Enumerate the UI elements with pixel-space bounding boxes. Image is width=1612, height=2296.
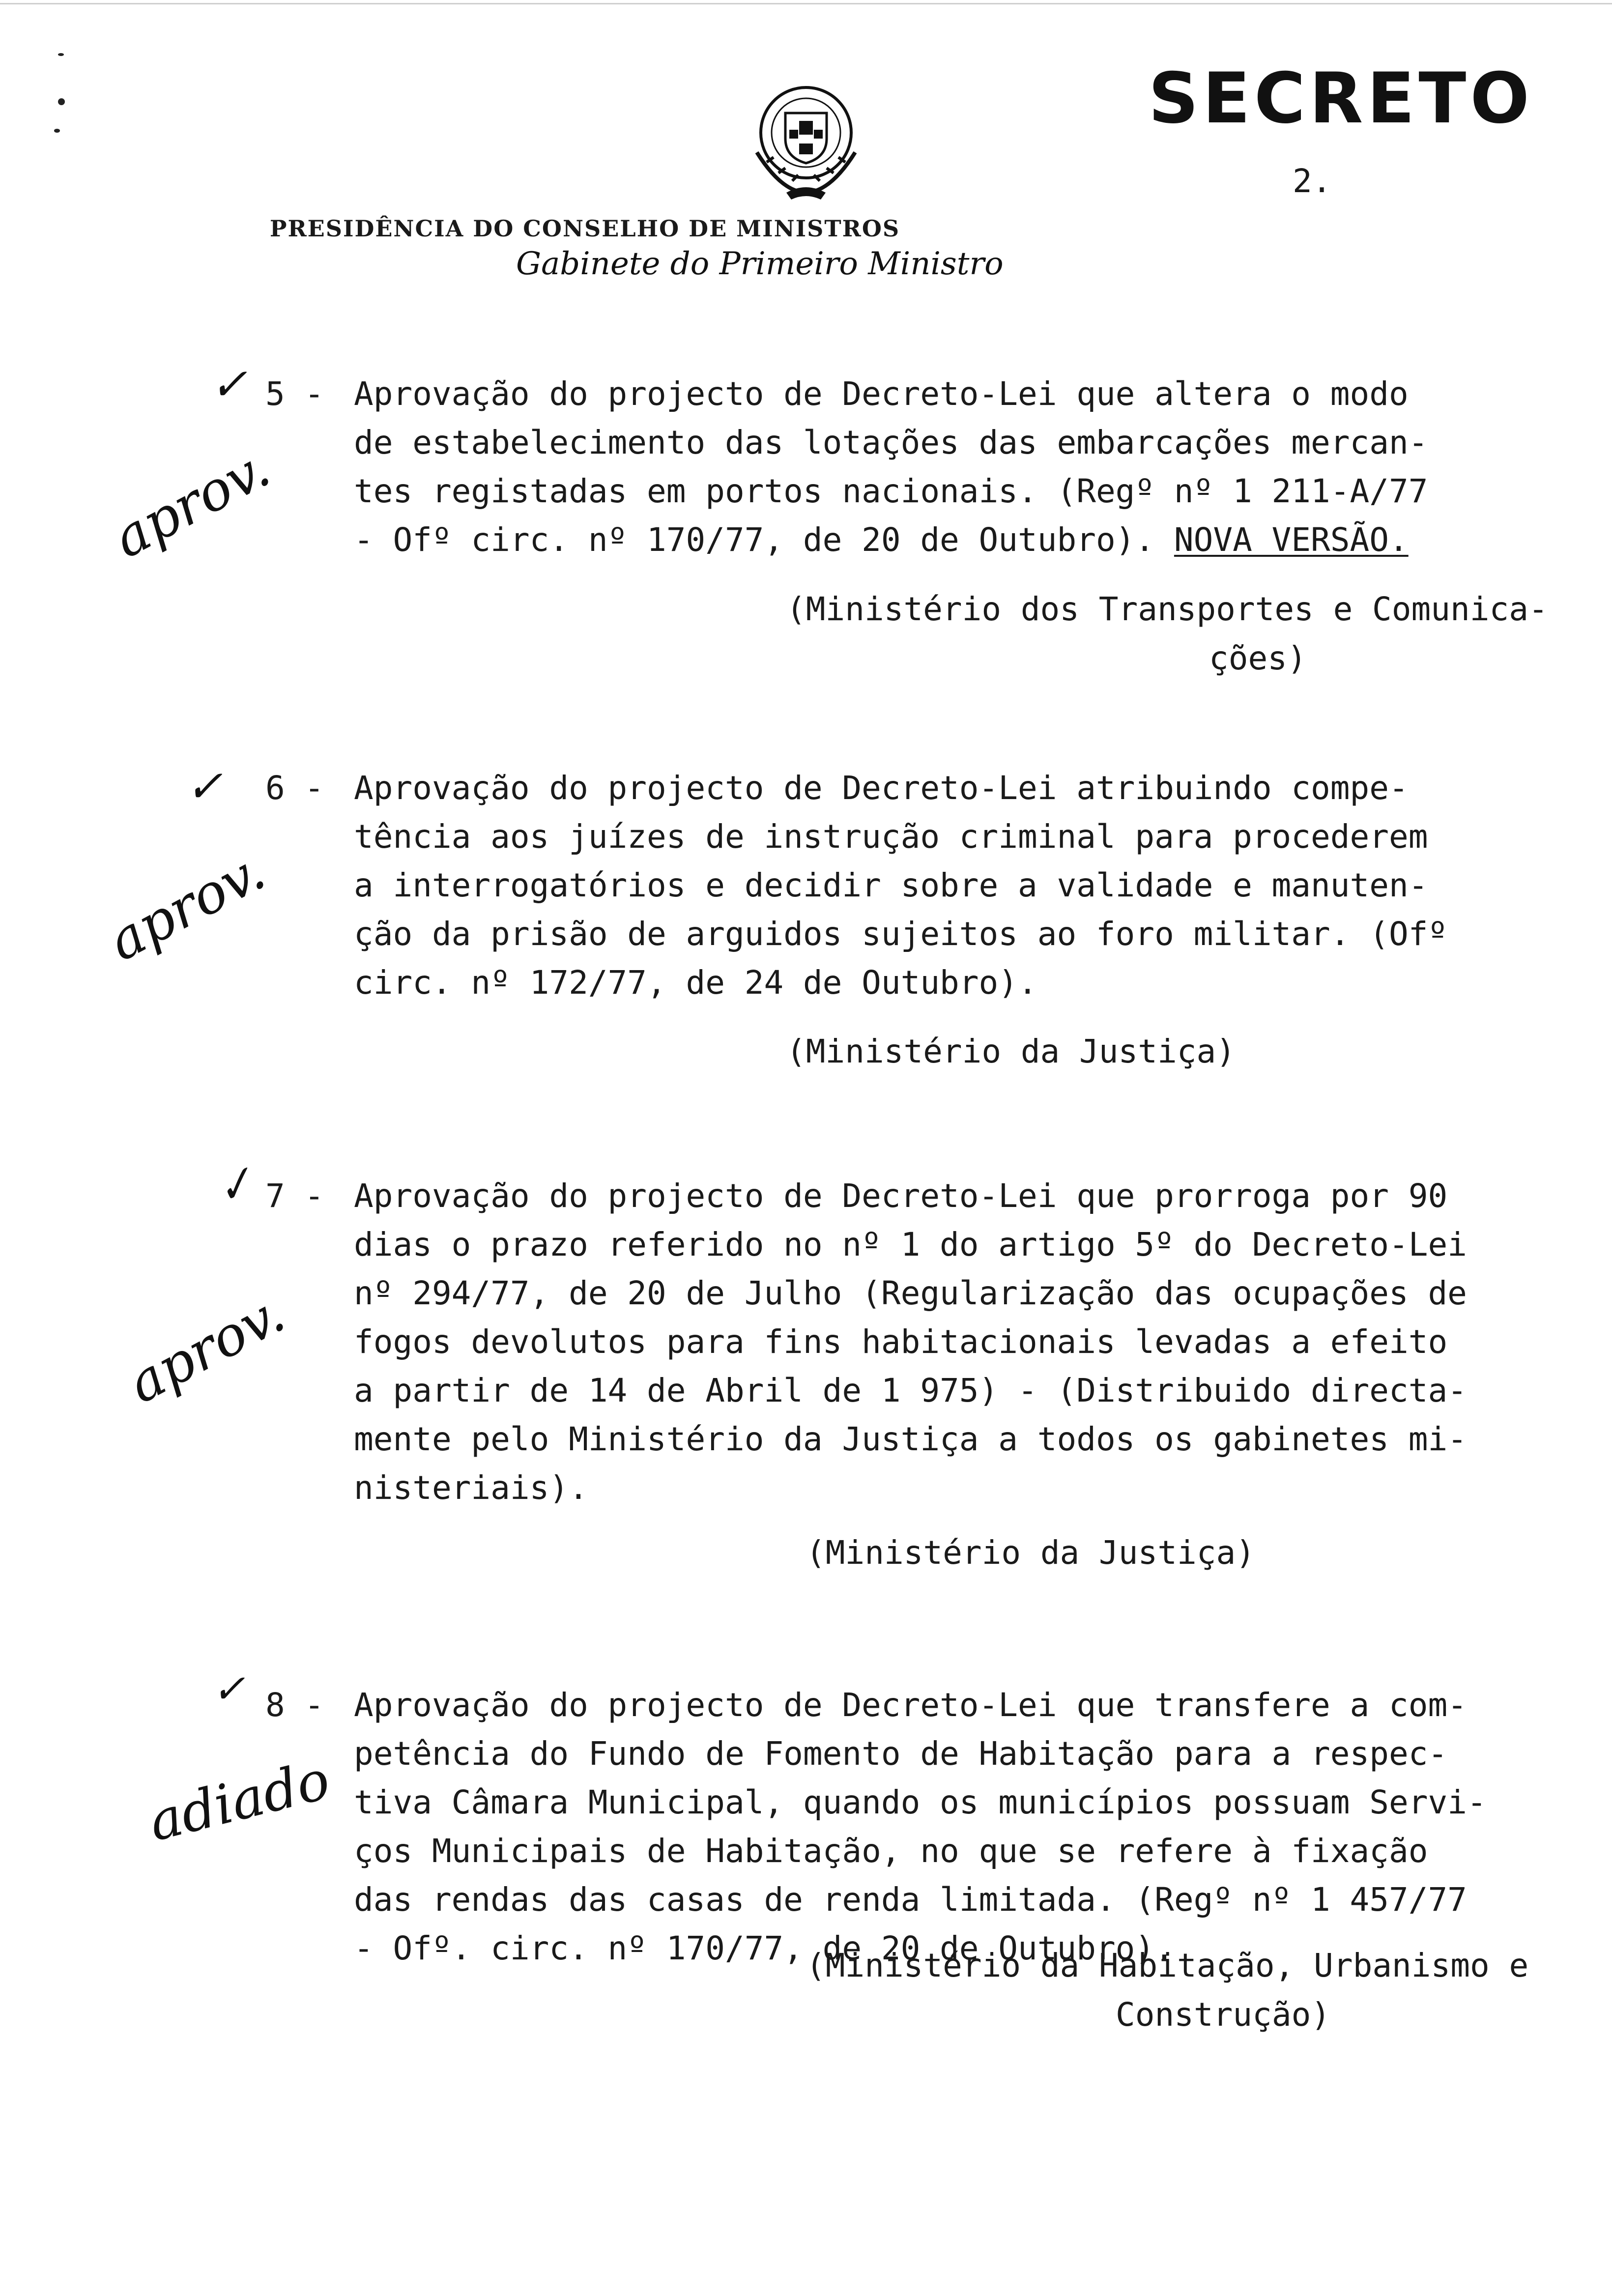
item-line: ços Municipais de Habitação, no que se refere à fixação (354, 1832, 1428, 1870)
scan-speck (58, 98, 65, 105)
item-line: tência aos juízes de instrução criminal para procederem (354, 818, 1428, 856)
handwritten-approval: aprov. (98, 839, 275, 974)
item-text (354, 1681, 1487, 1973)
checkmark-icon: ✓ (212, 1666, 246, 1712)
institution-heading: PRESIDÊNCIA DO CONSELHO DE MINISTROS (269, 215, 900, 242)
item-line: de estabelecimento das lotações das embarcações mercan- (354, 424, 1428, 461)
item-line: nº 294/77, de 20 de Julho (Regularização das ocupações de (354, 1274, 1467, 1312)
item-line: Aprovação do projecto de Decreto-Lei que prorroga por 90 (354, 1177, 1448, 1215)
checkmark-icon: ✓ (208, 1155, 261, 1216)
item-line: circ. nº 172/77, de 24 de Outubro). (354, 964, 1037, 1002)
ministry-line: ções) (1209, 639, 1307, 677)
scan-speck (58, 53, 64, 56)
item-line: petência do Fundo de Fomento de Habitação para a respec- (354, 1735, 1448, 1773)
item-line: tiva Câmara Municipal, quando os municípios possuam Servi- (354, 1783, 1487, 1821)
ministry-line: (Ministério dos Transportes e Comunica- (786, 590, 1548, 628)
item-number: 6 - (265, 769, 324, 807)
handwritten-approval: aprov. (103, 436, 280, 571)
item-line: - Ofº. circ. nº 170/77, de 20 de Outubro). (354, 1929, 1174, 1967)
ministry-line: (Ministério da Justiça) (786, 1033, 1236, 1070)
item-line: ção da prisão de arguidos sujeitos ao foro militar. (Ofº (354, 915, 1448, 953)
scan-edge-line (0, 3, 1612, 4)
cabinet-subheading: Gabinete do Primeiro Ministro (516, 246, 1004, 282)
ministry-line: (Ministério da Habitação, Urbanismo e (806, 1947, 1529, 1984)
item-line: a interrogatórios e decidir sobre a validade e manuten- (354, 866, 1428, 904)
item-line: mente pelo Ministério da Justiça a todos os gabinetes mi- (354, 1420, 1467, 1458)
item-text (354, 370, 1428, 564)
item-line: nisteriais). (354, 1469, 588, 1507)
item-line: fogos devolutos para fins habitacionais levadas a efeito (354, 1323, 1448, 1361)
item-line: Aprovação do projecto de Decreto-Lei que altera o modo (354, 375, 1409, 413)
ministry-line: (Ministério da Justiça) (806, 1534, 1255, 1572)
item-number: 8 - (265, 1686, 324, 1724)
item-line: tes registadas em portos nacionais. (Regº nº 1 211-A/77 (354, 472, 1428, 510)
handwritten-deferred: adiado (143, 1748, 336, 1854)
item-line: dias o prazo referido no nº 1 do artigo 5º do Decreto-Lei (354, 1226, 1467, 1263)
item-text (354, 764, 1447, 1007)
coat-of-arms-emblem (737, 79, 875, 201)
checkmark-icon: ✓ (186, 761, 223, 812)
item-line: a partir de 14 de Abril de 1 975) - (Distribuido directa- (354, 1372, 1467, 1409)
classification-stamp: SECRETO (1148, 58, 1533, 139)
item-text (354, 1172, 1467, 1512)
item-line: Aprovação do projecto de Decreto-Lei que transfere a com- (354, 1686, 1467, 1724)
handwritten-approval: aprov. (117, 1281, 295, 1416)
item-number: 5 - (265, 375, 324, 413)
ministry-line: Construção) (1116, 1996, 1331, 2034)
new-version-note: NOVA VERSÃO. (1174, 521, 1409, 559)
item-number: 7 - (265, 1177, 324, 1215)
item-line: Aprovação do projecto de Decreto-Lei atribuindo compe- (354, 769, 1409, 807)
page-number: 2. (1293, 162, 1332, 200)
checkmark-icon: ✓ (210, 359, 248, 410)
item-line: das rendas das casas de renda limitada. (Regº nº 1 457/77 (354, 1881, 1467, 1919)
scan-speck (54, 129, 60, 133)
item-line: - Ofº circ. nº 170/77, de 20 de Outubro). NOVA VERSÃO. (354, 521, 1409, 559)
